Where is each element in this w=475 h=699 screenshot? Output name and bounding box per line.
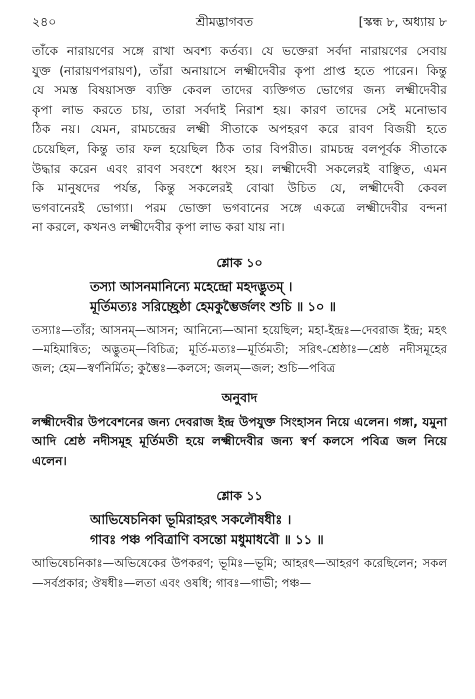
purport-line: না করলে, কখনও লক্ষ্মীদেবীর কৃপা লাভ করা যায় না।	[32, 220, 285, 235]
verse-11-heading: শ্লোক ১১	[216, 488, 263, 504]
verse-10-line-1: তস্যা আসনমানিন্যে মহেন্দ্রো মহদদ্ভুতম্ ।	[90, 279, 293, 295]
verse-11-synonyms: আভিষেচনিকাঃ—অভিষেকের উপকরণ; ভূমিঃ—ভূমি; আহরৎ—আহরণ করেছিলেন; সকল—সর্বপ্রকার; ঔষধীঃ—লতা এবং ওষধি; গাবঃ—গাভী; পঞ্চ—	[32, 556, 447, 590]
purport-line: কি মানুষদের পর্যন্ত, কিন্তু সকলেরই বোঝা উচিত যে, লক্ষ্মীদেবী কেবল	[32, 181, 447, 196]
purport-line: তাঁকে নারায়ণের সঙ্গে রাখা অবশ্য কর্তব্য। যে ভক্তেরা সর্বদা নারায়ণের সেবায়	[32, 44, 447, 58]
verse-10-heading: শ্লোক ১০	[216, 254, 263, 270]
purport-line: ঠিক নয়। যেমন, রামচন্দ্রের লক্ষ্মী সীতাকে অপহরণ করে রাবণ বিজয়ী হতে	[32, 122, 447, 137]
purport-line: যুক্ত (নারায়ণপরায়ণ), তাঁরা অনায়াসে লক্ষ্মীদেবীর কৃপা প্রাপ্ত হতে পারেন। কিন্তু	[32, 63, 447, 78]
page-header	[32, 14, 447, 36]
purport-line: উদ্ধার করেন এবং রাবণ সবংশে ধ্বংস হয়। লক্ষ্মীদেবী সকলেরই বাঞ্ছিত, এমন	[32, 161, 447, 176]
purport-line: চেয়েছিল, কিন্তু তার ফল হয়েছিল ঠিক তার বিপরীত। রামচন্দ্র বলপূর্বক সীতাকে	[32, 141, 447, 156]
verse-11-line-2: গাবঃ পঞ্চ পবিত্রাণি বসন্তো মধুমাধবৌ ॥ ১১ ॥	[90, 533, 324, 549]
translation-heading: অনুবাদ	[221, 389, 258, 405]
verse-11-line-1: আভিষেচনিকা ভূমিরাহরৎ সকলৌষধীঃ ।	[90, 513, 292, 529]
book-title: শ্রীমদ্ভাগবত	[195, 14, 254, 29]
purport-line: ভগবানেরই ভোগ্যা। পরম ভোক্তা ভগবানের সঙ্গে একত্রে লক্ষ্মীদেবীর বন্দনা	[32, 200, 447, 215]
purport-paragraph	[32, 42, 447, 238]
verse-10-translation: লক্ষ্মীদেবীর উপবেশনের জন্য দেবরাজ ইন্দ্র উপযুক্ত সিংহাসন নিয়ে এলেন। গঙ্গা, যমুনা আদি শ্রেষ্ঠ নদীসমূহ মূর্তিমতী হয়ে লক্ষ্মীদেবীর জন্য স্বর্ণ কলসে পবিত্র জল নিয়ে এলেন।	[32, 414, 447, 468]
verse-10-line-2: মূর্তিমত্যঃ সরিচ্ছ্রেষ্ঠা হেমকুম্ভৈর্জলং শুচি ॥ ১০ ॥	[90, 299, 336, 315]
purport-line: কৃপা লাভ করতে চায়, তারা সর্বদাই নিরাশ হয়। কারণ তাদের সেই মনোভাব	[32, 102, 447, 117]
verse-10-synonyms: তস্যাঃ—তাঁর; আসনম্—আসন; আনিন্যে—আনা হয়েছিল; মহা-ইন্দ্রঃ—দেবরাজ ইন্দ্র; মহৎ—মহিমান্বিত; অদ্ভুতম্—বিচিত্র; মূর্তি-মত্যঃ—মূর্তিমতী; সরিৎ-শ্রেষ্ঠাঃ—শ্রেষ্ঠ নদীসমূহের জল; হেম—স্বর্ণনির্মিত; কুম্ভৈঃ—কলসে; জলম্—জল; শুচি—পবিত্র	[32, 322, 447, 376]
page-number: ২৪০	[32, 14, 57, 29]
purport-line: যে সমস্ত বিষয়াসক্ত ব্যক্তি কেবল তাদের ব্যক্তিগত ভোগের জন্য লক্ষ্মীদেবীর	[32, 83, 447, 98]
chapter-reference: [স্কন্ধ ৮, অধ্যায় ৮	[358, 14, 447, 29]
